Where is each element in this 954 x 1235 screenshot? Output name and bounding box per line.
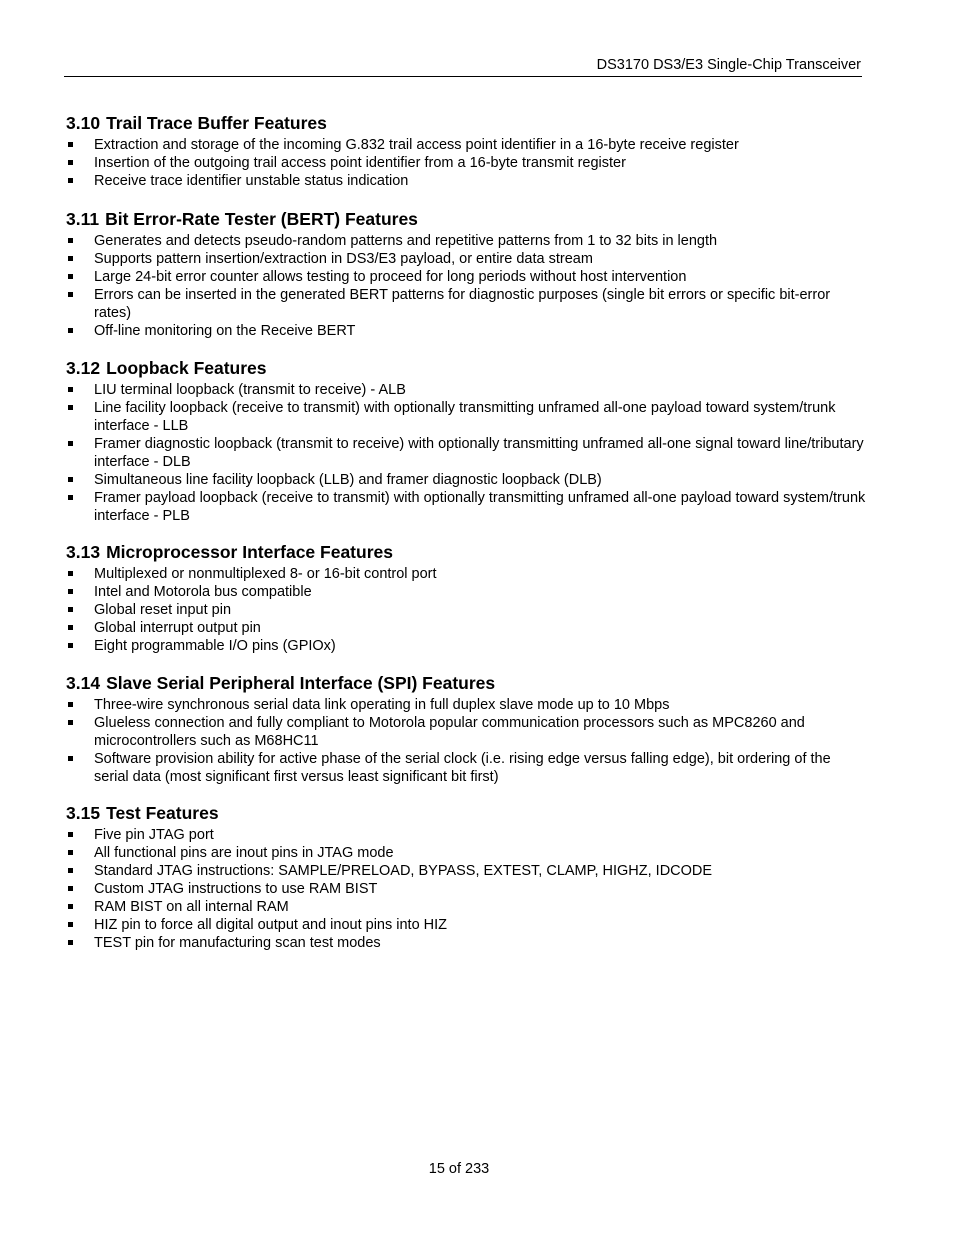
- square-bullet-icon: [68, 405, 73, 410]
- list-item: [66, 619, 866, 637]
- square-bullet-icon: [68, 387, 73, 392]
- list-item-text: Three-wire synchronous serial data link operating in full duplex slave mode up to 10 Mbps: [94, 697, 670, 713]
- list-item: [66, 268, 866, 286]
- list-item: [66, 172, 866, 190]
- section-title: Slave Serial Peripheral Interface (SPI) Features: [106, 673, 496, 693]
- document-title: DS3170 DS3/E3 Single-Chip Transceiver: [596, 57, 861, 73]
- section-number: 3.14: [66, 673, 101, 693]
- square-bullet-icon: [68, 702, 73, 707]
- section-number: 3.13: [66, 542, 101, 562]
- list-item: [66, 916, 866, 934]
- list-item: [66, 826, 866, 844]
- list-item-text: Off-line monitoring on the Receive BERT: [94, 323, 356, 339]
- list-item: [66, 286, 866, 322]
- square-bullet-icon: [68, 160, 73, 165]
- section-number: 3.12: [66, 358, 101, 378]
- square-bullet-icon: [68, 832, 73, 837]
- list-item: [66, 714, 866, 750]
- section-title: Loopback Features: [106, 358, 267, 378]
- square-bullet-icon: [68, 940, 73, 945]
- section-title: Microprocessor Interface Features: [106, 542, 393, 562]
- list-item: [66, 471, 866, 489]
- list-item: [66, 696, 866, 714]
- list-item: [66, 136, 866, 154]
- list-item-text: HIZ pin to force all digital output and inout pins into HIZ: [94, 917, 448, 933]
- square-bullet-icon: [68, 256, 73, 261]
- list-item: [66, 898, 866, 916]
- square-bullet-icon: [68, 904, 73, 909]
- section-heading: [66, 541, 866, 563]
- square-bullet-icon: [68, 720, 73, 725]
- list-item: [66, 154, 866, 172]
- section-microprocessor-interface: [66, 541, 866, 655]
- list-item: [66, 322, 866, 340]
- list-item-text: Large 24-bit error counter allows testing to proceed for long periods without host intervention: [94, 269, 687, 285]
- list-item-text: RAM BIST on all internal RAM: [94, 899, 289, 915]
- list-item-text: LIU terminal loopback (transmit to receive) - ALB: [94, 382, 406, 398]
- square-bullet-icon: [68, 643, 73, 648]
- square-bullet-icon: [68, 589, 73, 594]
- list-item-text: Framer diagnostic loopback (transmit to receive) with optionally transmitting unframed all-one signal toward line/tributary interface - DLB: [94, 436, 864, 470]
- list-item: [66, 489, 866, 525]
- page-footer: [0, 1160, 918, 1178]
- square-bullet-icon: [68, 477, 73, 482]
- square-bullet-icon: [68, 328, 73, 333]
- page-number: 15 of 233: [428, 1161, 490, 1177]
- section-title: Bit Error-Rate Tester (BERT) Features: [105, 209, 418, 229]
- square-bullet-icon: [68, 238, 73, 243]
- list-item-text: Five pin JTAG port: [94, 827, 214, 843]
- list-item-text: TEST pin for manufacturing scan test modes: [94, 935, 381, 951]
- section-slave-spi: [66, 672, 866, 786]
- list-item-text: Software provision ability for active phase of the serial clock (i.e. rising edge versus falling edge), bit ordering of the serial data (most significant first versus least significant bit first): [94, 751, 831, 785]
- list-item-text: All functional pins are inout pins in JTAG mode: [94, 845, 394, 861]
- list-item-text: Intel and Motorola bus compatible: [94, 584, 312, 600]
- square-bullet-icon: [68, 868, 73, 873]
- bullet-list: [66, 696, 866, 786]
- section-number: 3.10: [66, 113, 101, 133]
- bullet-list: [66, 381, 866, 525]
- section-heading: [66, 208, 866, 230]
- bullet-list: [66, 232, 866, 340]
- section-title: Test Features: [106, 803, 219, 823]
- list-item: [66, 399, 866, 435]
- list-item-text: Global reset input pin: [94, 602, 232, 618]
- section-number: 3.11: [66, 209, 100, 229]
- list-item-text: Standard JTAG instructions: SAMPLE/PRELOAD, BYPASS, EXTEST, CLAMP, HIGHZ, IDCODE: [94, 863, 713, 879]
- list-item-text: Glueless connection and fully compliant to Motorola popular communication processors such as MPC8260 and microcontrollers such as M68HC11: [94, 715, 805, 749]
- page-header: [64, 56, 862, 77]
- list-item-text: Line facility loopback (receive to transmit) with optionally transmitting unframed all-one payload toward system/trunk interface - LLB: [94, 400, 836, 434]
- section-heading: [66, 672, 866, 694]
- bullet-list: [66, 136, 866, 190]
- square-bullet-icon: [68, 625, 73, 630]
- bullet-list: [66, 565, 866, 655]
- list-item-text: Extraction and storage of the incoming G.832 trail access point identifier in a 16-byte receive register: [94, 137, 739, 153]
- square-bullet-icon: [68, 922, 73, 927]
- section-heading: [66, 112, 866, 134]
- square-bullet-icon: [68, 495, 73, 500]
- list-item-text: Custom JTAG instructions to use RAM BIST: [94, 881, 378, 897]
- list-item-text: Global interrupt output pin: [94, 620, 261, 636]
- list-item: [66, 880, 866, 898]
- square-bullet-icon: [68, 274, 73, 279]
- list-item: [66, 232, 866, 250]
- list-item-text: Errors can be inserted in the generated BERT patterns for diagnostic purposes (single bit errors or specific bit-error rates): [94, 287, 831, 321]
- section-test-features: [66, 802, 866, 952]
- square-bullet-icon: [68, 441, 73, 446]
- list-item: [66, 844, 866, 862]
- list-item-text: Generates and detects pseudo-random patterns and repetitive patterns from 1 to 32 bits in length: [94, 233, 718, 249]
- section-title: Trail Trace Buffer Features: [106, 113, 327, 133]
- square-bullet-icon: [68, 756, 73, 761]
- list-item-text: Framer payload loopback (receive to transmit) with optionally transmitting unframed all-one payload toward system/trunk interface - PLB: [94, 490, 866, 524]
- list-item: [66, 601, 866, 619]
- document-body: [66, 112, 866, 952]
- list-item-text: Eight programmable I/O pins (GPIOx): [94, 638, 336, 654]
- section-number: 3.15: [66, 803, 101, 823]
- list-item: [66, 750, 866, 786]
- square-bullet-icon: [68, 607, 73, 612]
- bullet-list: [66, 826, 866, 952]
- list-item: [66, 250, 866, 268]
- list-item: [66, 565, 866, 583]
- square-bullet-icon: [68, 178, 73, 183]
- list-item-text: Insertion of the outgoing trail access point identifier from a 16-byte transmit register: [94, 155, 626, 171]
- square-bullet-icon: [68, 886, 73, 891]
- list-item: [66, 862, 866, 880]
- list-item: [66, 934, 866, 952]
- list-item: [66, 637, 866, 655]
- square-bullet-icon: [68, 571, 73, 576]
- square-bullet-icon: [68, 292, 73, 297]
- list-item: [66, 381, 866, 399]
- list-item-text: Simultaneous line facility loopback (LLB) and framer diagnostic loopback (DLB): [94, 472, 602, 488]
- square-bullet-icon: [68, 850, 73, 855]
- section-loopback: [66, 357, 866, 525]
- list-item: [66, 435, 866, 471]
- list-item-text: Receive trace identifier unstable status indication: [94, 173, 409, 189]
- list-item-text: Multiplexed or nonmultiplexed 8- or 16-bit control port: [94, 566, 437, 582]
- section-bert: [66, 208, 866, 340]
- list-item: [66, 583, 866, 601]
- section-trail-trace-buffer: [66, 112, 866, 190]
- section-heading: [66, 802, 866, 824]
- list-item-text: Supports pattern insertion/extraction in DS3/E3 payload, or entire data stream: [94, 251, 593, 267]
- square-bullet-icon: [68, 142, 73, 147]
- section-heading: [66, 357, 866, 379]
